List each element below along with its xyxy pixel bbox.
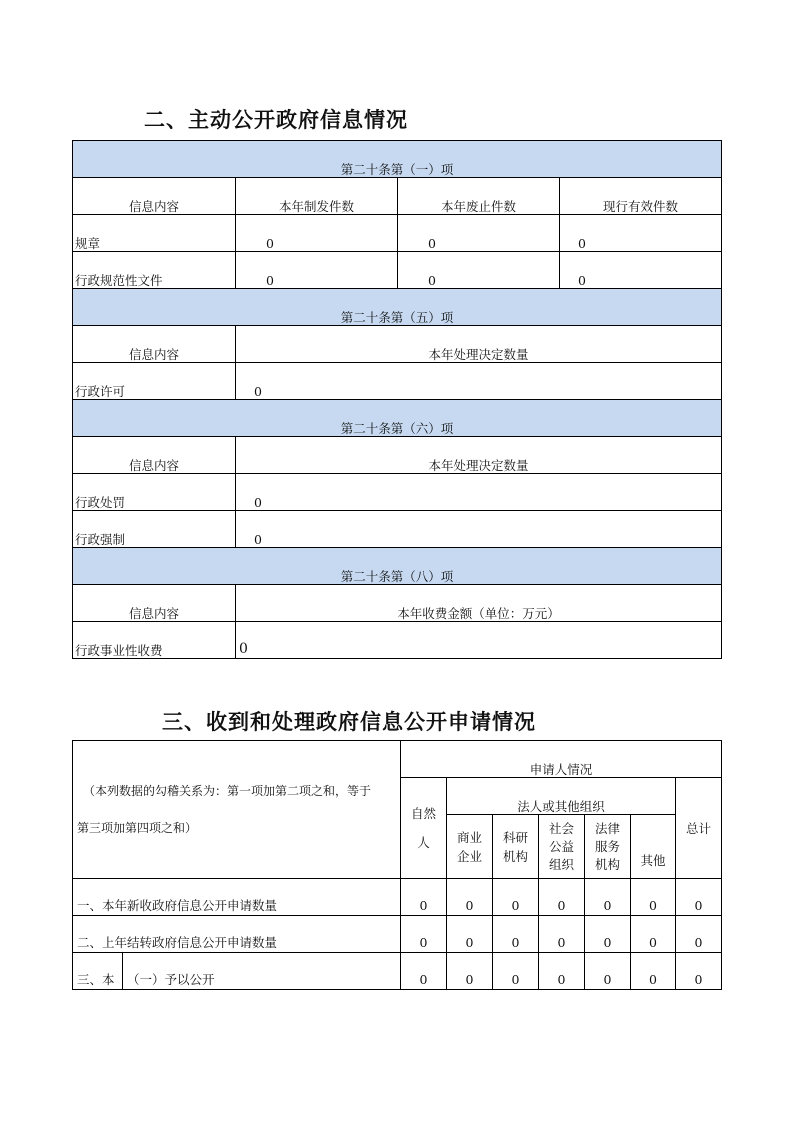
header-info-content: 信息内容 [73,437,236,474]
band-item-6: 第二十条第（六）项 [73,400,722,437]
cell-value: 0 [631,879,676,916]
cell-value: 0 [447,953,493,990]
table-row [73,363,722,400]
total-header: 总计 [676,778,722,879]
cell-value: 0 [493,879,539,916]
cell-value: 0 [236,215,398,252]
row-label: 行政规范性文件 [73,252,236,289]
col-line: 公益 [549,839,575,854]
cell-value: 0 [236,252,398,289]
cell-value: 0 [493,953,539,990]
row-label: 行政事业性收费 [73,622,236,659]
note-line-1: （本列数据的勾稽关系为：第一项加第二项之和，等于 [83,784,372,799]
natural-person-line: 自然 [411,806,437,821]
cell-value: 0 [585,879,631,916]
cell-value: 0 [236,622,722,659]
row-label-category: 三、本 [73,953,123,990]
section-2-title: 二、主动公开政府信息情况 [144,108,408,132]
header-info-content: 信息内容 [73,178,236,215]
band-item-1: 第二十条第（一）项 [73,141,722,178]
col-line: 法律 [595,821,621,836]
col-line: 企业 [457,848,483,864]
cell-value: 0 [401,879,447,916]
col-line: 社会 [549,821,575,836]
cell-value: 0 [560,215,722,252]
cell-value: 0 [676,879,722,916]
proactive-disclosure-table [72,140,722,659]
application-table [72,740,722,990]
header-issued-count: 本年制发件数 [236,178,398,215]
table-row [73,474,722,511]
cell-value: 0 [398,215,560,252]
cell-value: 0 [539,879,585,916]
cell-value: 0 [676,916,722,953]
header-valid-count: 现行有效件数 [560,178,722,215]
cell-value: 0 [401,916,447,953]
table-row [73,622,722,659]
natural-person-line: 人 [417,835,430,850]
col-legal-service [585,815,631,879]
cell-value: 0 [447,879,493,916]
note-line-2: 第三项加第四项之和） [77,820,198,835]
band-item-8: 第二十条第（八）项 [73,548,722,585]
row-label: 行政强制 [73,511,236,548]
col-line: 科研 [503,829,529,845]
column-note [73,741,401,879]
table-row [73,953,722,990]
col-line: 服务 [595,839,621,854]
section-3-title: 三、收到和处理政府信息公开申请情况 [162,710,536,734]
row-label: 行政处罚 [73,474,236,511]
header-info-content: 信息内容 [73,326,236,363]
cell-value: 0 [236,363,722,400]
cell-value: 0 [493,916,539,953]
cell-value: 0 [236,474,722,511]
header-decision-count: 本年处理决定数量 [236,326,722,363]
cell-value: 0 [560,252,722,289]
cell-value: 0 [631,953,676,990]
table-row [73,916,722,953]
cell-value: 0 [398,252,560,289]
cell-value: 0 [401,953,447,990]
col-other: 其他 [631,815,676,879]
row-label: 规章 [73,215,236,252]
col-line: 组织 [549,857,575,872]
legal-entity-header: 法人或其他组织 [447,778,676,815]
col-research [493,815,539,879]
cell-value: 0 [676,953,722,990]
table-row [73,252,722,289]
header-fee-amount: 本年收费金额（单位：万元） [236,585,722,622]
col-line: 机构 [595,857,621,872]
row-label: 行政许可 [73,363,236,400]
table-row [73,879,722,916]
cell-value: 0 [631,916,676,953]
table-row [73,215,722,252]
cell-value: 0 [447,916,493,953]
cell-value: 0 [236,511,722,548]
cell-value: 0 [539,953,585,990]
row-label: （一）予以公开 [123,953,401,990]
applicant-header: 申请人情况 [401,741,722,778]
header-info-content: 信息内容 [73,585,236,622]
cell-value: 0 [539,916,585,953]
col-public-welfare [539,815,585,879]
header-abolished-count: 本年废止件数 [398,178,560,215]
natural-person-header [401,778,447,879]
cell-value: 0 [585,916,631,953]
band-item-5: 第二十条第（五）项 [73,289,722,326]
row-label: 二、上年结转政府信息公开申请数量 [73,916,401,953]
header-decision-count: 本年处理决定数量 [236,437,722,474]
table-row [73,511,722,548]
col-line: 商业 [457,829,483,845]
col-business [447,815,493,879]
col-line: 机构 [503,848,529,864]
cell-value: 0 [585,953,631,990]
row-label: 一、本年新收政府信息公开申请数量 [73,879,401,916]
